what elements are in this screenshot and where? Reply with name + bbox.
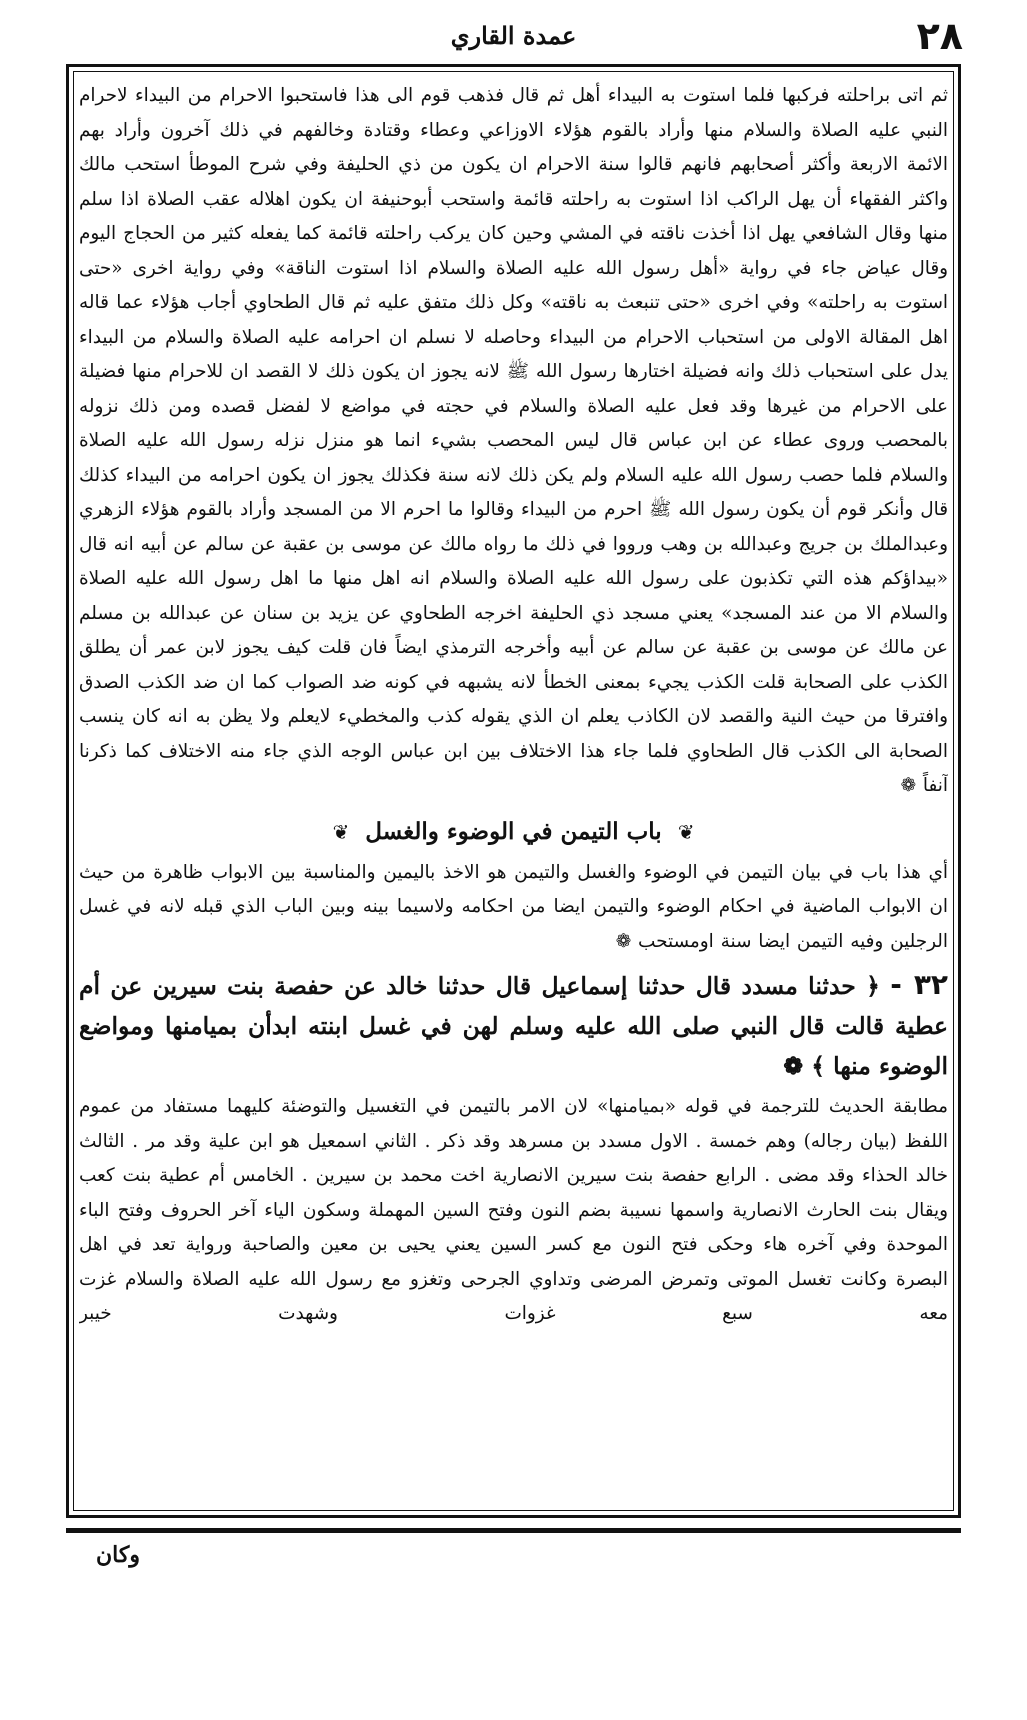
hadith-body: ﴿ حدثنا مسدد قال حدثنا إسماعيل قال حدثنا خالد عن حفصة بنت سيرين عن أم عطية قالت قال النبي صلى الله عليه وسلم لهن في غسل ابنته ابدأن بميامنها ومواضع الوضوء منها ﴾ ❁ xyxy=(79,972,948,1080)
section-intro: أي هذا باب في بيان التيمن في الوضوء والغسل والتيمن هو الاخذ باليمين والمناسبة بين الابواب ظاهرة من حيث ان الابواب الماضية في احكام الوضوء والتيمن ايضا من احكامه ولاسيما بينه وبين الباب الذي قبله لانه في غسل الرجلين وفيه التيمن ايضا سنة اومستحب ❁ xyxy=(79,861,948,952)
ornament-icon: ❦ xyxy=(332,819,350,844)
commentary-paragraph: مطابقة الحديث للترجمة في قوله «بميامنها» لان الامر بالتيمن في التغسيل والتوضئة كليهما مستفاد من عموم اللفظ (بيان رجاله) وهم خمسة . الاول مسدد بن مسرهد وقد ذكر . الثاني اسمعيل هو ابن علية وقد مر . الثالث خالد الحذاء وقد مضى . الرابع حفصة بنت سيرين الانصارية اخت محمد بن سيرين . الخامس أم عطية بنت كعب ويقال بنت الحارث الانصارية واسمها نسيبة بضم النون وفتح السين المهملة وسكون الياء آخر الحروف وفتح الباء الموحدة وفي آخره هاء وحكى فتح النون مع كسر السين يعني يحيى بن معين والصاحبة ورواية تعد في اهل البصرة وكانت تغسل الموتى وتمرض المرضى وتداوي الجرحى وتغزو مع رسول الله عليه الصلاة والسلام غزت معه سبع غزوات وشهدت خيبر xyxy=(79,1096,948,1324)
page-body xyxy=(79,79,948,1515)
section-title: باب التيمن في الوضوء والغسل xyxy=(365,817,662,845)
running-title: عمدة القاري xyxy=(450,21,577,50)
hadith-number: ٣٢ - xyxy=(890,968,948,1001)
catchword: وكان xyxy=(96,1542,140,1568)
section-heading xyxy=(79,816,948,848)
page-header xyxy=(70,14,963,58)
ornament-icon: ❦ xyxy=(677,819,695,844)
hadith-text xyxy=(79,965,948,1086)
text-frame xyxy=(66,64,961,1518)
body-paragraph: ثم اتى براحلته فركبها فلما استوت به البيداء أهل ثم قال فذهب قوم الى هذا فاستحبوا الاحرام من البيداء لاحرام النبي عليه الصلاة والسلام منها وأراد بالقوم هؤلاء الاوزاعي وعطاء وقتادة وخالفهم في ذلك آخرون وأراد بهم الائمة الاربعة وأكثر أصحابهم فانهم قالوا سنة الاحرام ان يكون من ذي الحليفة وفي شرح الموطأ استحب مالك واكثر الفقهاء أن يهل الراكب اذا استوت به راحلته قائمة واستحب أبوحنيفة ان يكون اهلاله عقب الصلاة اذا سلم منها وقال الشافعي يهل اذا أخذت ناقته في المشي وحين كان يركب راحلته قائمة كما يفعله كثير من الحجاج اليوم وقال عياض جاء في رواية «أهل رسول الله عليه الصلاة والسلام اذا استوت الناقة» وفي رواية اخرى «حتى استوت به راحلته» وفي اخرى «حتى تنبعث به ناقته» وكل ذلك متفق عليه ثم قال الطحاوي أجاب هؤلاء عما قاله اهل المقالة الاولى من استحباب الاحرام من البيداء وحاصله لا نسلم ان احرامه عليه الصلاة والسلام من البيداء يدل على استحباب ذلك وانه فضيلة اختارها رسول الله ﷺ لانه يجوز ان يكون ذلك لا القصد ان للاحرام منها فضيلة على الاحرام من غيرها وقد فعل عليه الصلاة والسلام في حجته في مواضع لا لفضل قصده ومن ذلك نزوله بالمحصب وروى عطاء عن ابن عباس قال ليس المحصب بشيء انما هو منزل نزله رسول الله عليه الصلاة والسلام فلما حصب رسول الله عليه السلام ولم يكن ذلك لانه سنة فكذلك يجوز ان يكون احرامه من البيداء كذلك قال وأنكر قوم أن يكون رسول الله ﷺ احرم من البيداء وقالوا ما احرم الا من المسجد وأراد بالقوم هؤلاء الزهري وعبدالملك بن جريج وعبدالله بن وهب ورووا في ذلك ما رواه مالك عن موسى بن عقبة عن سالم عن أبيه انه قال «بيداؤكم هذه التي تكذبون على رسول الله عليه الصلاة والسلام انه اهل منها ما اهل رسول الله عليه الصلاة والسلام الا من عند المسجد» يعني مسجد ذي الحليفة اخرجه الطحاوي عن يزيد بن سنان عن عبدالله بن مسلم عن مالك عن موسى بن عقبة عن سالم عن أبيه وأخرجه الترمذي ايضاً فان قلت كيف يجوز لابن عمر أن يطلق الكذب على الصحابة قلت الكذب يجيء بمعنى الخطأ لانه يشبهه في كونه ضد الصواب كما ان ضد الكذب الصدق وافترقا من حيث النية والقصد لان الكاذب يعلم ان الذي يقوله كذب والمخطيء لايعلم ولا يظن به انه كان ينسب الصحابة الى الكذب قال الطحاوي فلما جاء هذا الاختلاف بين ابن عباس الوجه الذي جاء منه الاختلاف كما ذكرنا آنفاً ❁ xyxy=(79,85,948,796)
bottom-rule xyxy=(66,1528,961,1533)
page-number: ٢٨ xyxy=(916,14,963,58)
